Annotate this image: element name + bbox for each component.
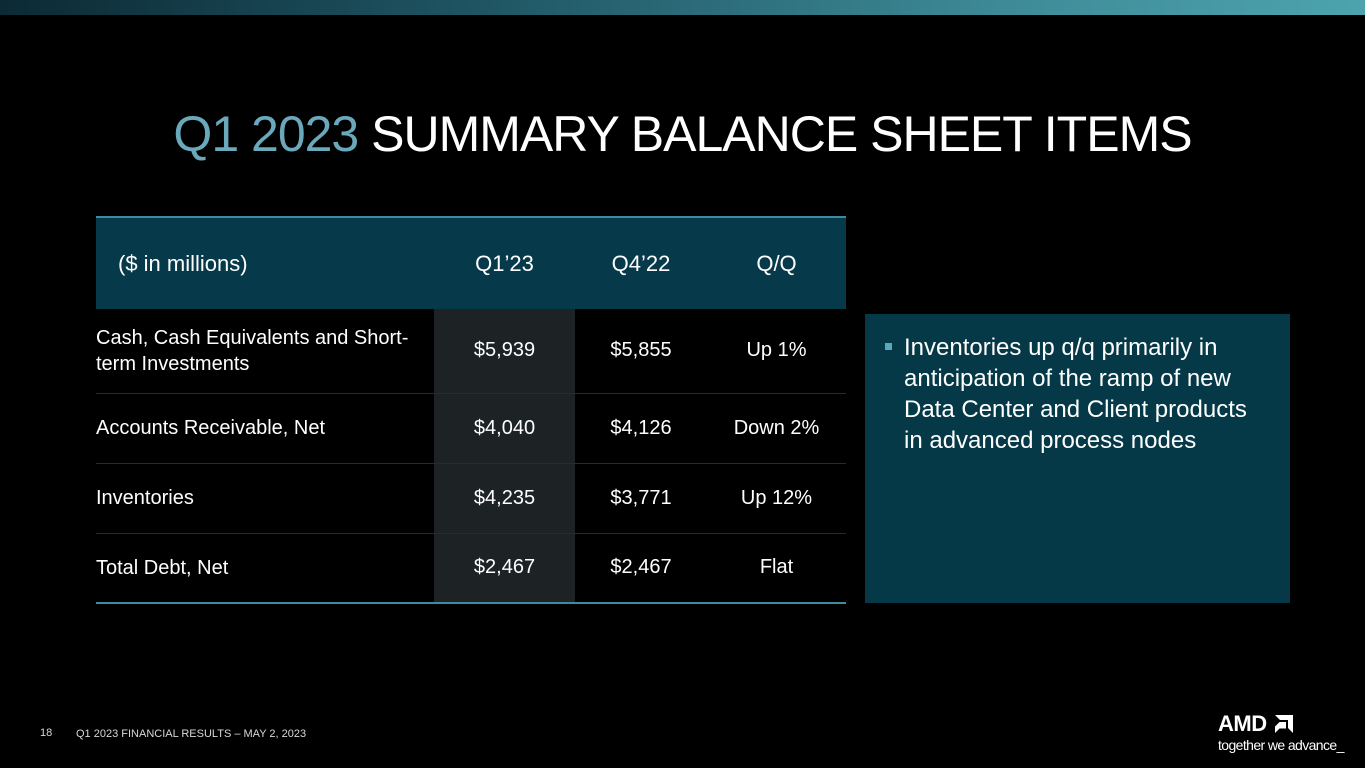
row-q1-23: $4,235 <box>434 463 575 533</box>
top-accent-bar <box>0 0 1365 15</box>
row-q4-22: $5,855 <box>575 309 707 393</box>
commentary-box <box>865 314 1290 603</box>
table-header <box>96 217 846 309</box>
table-body <box>96 309 846 603</box>
footer-text: Q1 2023 FINANCIAL RESULTS – MAY 2, 2023 <box>76 728 307 740</box>
row-qq: Up 12% <box>707 463 846 533</box>
bullet-text: Inventories up q/q primarily in anticipation of the ramp of new Data Center and Client products in advanced process nodes <box>904 334 1247 454</box>
table-row <box>96 533 846 603</box>
header-qq: Q/Q <box>756 250 797 276</box>
row-q1-23: $4,040 <box>434 393 575 463</box>
row-q4-22: $2,467 <box>610 556 672 579</box>
logo-tagline: together we advance_ <box>1218 737 1344 753</box>
row-label: Inventories <box>96 463 434 533</box>
row-label: Cash, Cash Equivalents and Short-term Investments <box>96 309 434 393</box>
row-q4-22: $4,126 <box>575 393 707 463</box>
amd-logo <box>1218 712 1358 757</box>
balance-sheet-table <box>96 216 846 604</box>
bullet-item <box>885 332 1272 456</box>
logo-brand: AMD <box>1218 711 1267 736</box>
page-number: 18 <box>40 727 53 739</box>
row-qq: Up 1% <box>707 309 846 393</box>
row-qq: Flat <box>759 556 794 579</box>
row-q4-22: $3,771 <box>575 463 707 533</box>
table-row <box>96 393 846 463</box>
table-row <box>96 463 846 533</box>
row-label: Total Debt, Net <box>96 556 229 579</box>
row-label: Accounts Receivable, Net <box>96 393 434 463</box>
square-bullet-icon <box>885 343 892 350</box>
header-q4-22: Q4’22 <box>611 250 671 276</box>
title-highlight: Q1 2023 <box>173 106 359 162</box>
header-row <box>96 217 846 309</box>
header-q1-23: Q1’23 <box>475 250 534 276</box>
title-rest: SUMMARY BALANCE SHEET ITEMS <box>358 106 1192 162</box>
row-q1-23: $2,467 <box>434 533 575 603</box>
row-q1-23: $5,939 <box>434 309 575 393</box>
row-qq: Down 2% <box>707 393 846 463</box>
page-title <box>0 104 1365 164</box>
table-row <box>96 309 846 393</box>
header-units: ($ in millions) <box>118 250 248 276</box>
amd-arrow-icon <box>1275 715 1293 733</box>
